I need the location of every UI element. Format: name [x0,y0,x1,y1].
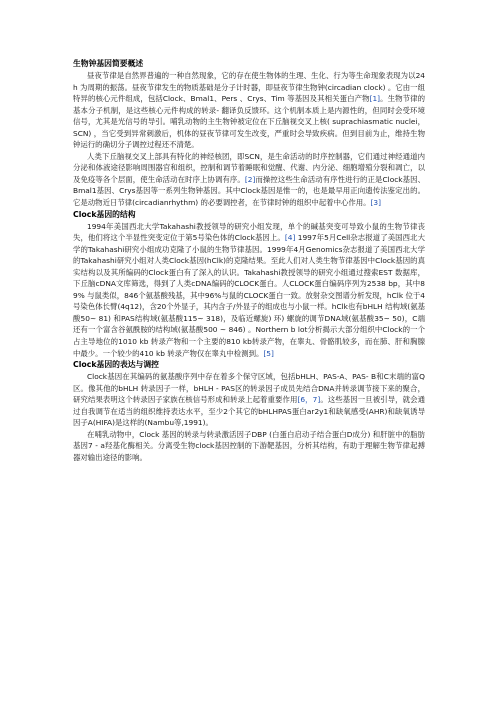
paragraph-scn: 人类下丘脑视交叉上部具有特化的神经核团，即SCN，是生命活动的时序控制器，它们通过神经通道内分泌和体液途径影响周围器官和组织，控制和调节着睡眠和觉醒、代谢、内分泌、细胞增殖分裂和凋亡，以及免疫等各个层面，使生命活动在时序上协调有序。[2]而操控这些生命活动有序性进行的正是Clock基因、Bmal1基因、Crys基因等一系列生物钟基因。其中Clock基因是惟一的，也是最早用正向遗传法鉴定出的。它是动物近日节律(circadianrhythm) 的必要调控者，在节律时钟的组织中起着中心作用。[3] [73,151,425,208]
heading-clock-structure: Clock基因的结构 [73,209,136,219]
paragraph-circadian-rhythm: 昼夜节律是自然界普遍的一种自然现象，它的存在使生物体的生理、生化、行为等生命现象表现为以24 h 为周期的振荡。昼夜节律发生的物质基础是分子计时器，即昼夜节律生物钟(circadian clock) 。它由一组特异的核心元件组成，包括Clock、Bmal1、Pers 、Crys、Tim 等基因及其相关蛋白产物[1]。生物节律的基本分子机制，是这些核心元件构成的转录- 翻译负反馈环。这个机制本质上是内源性的，但同时会受环境信号，尤其是光信号的导引。哺乳动物的主生物钟被定位在下丘脑视交叉上核( suprachiasmatic nuclei，SCN) ，当它受到异常刺激后，机体的昼夜节律可发生改变，严重时会导致疾病。但到目前为止，维持生物钟运行的确切分子调控过程还不清楚。 [73,71,425,150]
paragraph-clock-targets: 在哺乳动物中，Clock 基因的转录与转录激活因子DBP (白蛋白启动子结合蛋白D成分) 和肝脏中的脂肪基因7 - a羟基化酶相关。分离受生物clock基因控制的下游靶基因，分析其结构，有助于理解生物节律起搏器对输出途径的影响。 [73,429,425,462]
citation-link[interactable]: [2] [244,174,256,184]
paragraph-clock-structure: 1994年美国西北大学Takahashi教授领导的研究小组发现，单个的碱基突变可导致小鼠的生物节律丧失，他们将这个半显性突变定位于第5号染色体的Clock基因上。[4] 1997年5月Cell杂志报道了美国西北大学的Takahashi研究小组成功克隆了小鼠的生物节律基因。1999年4月Genomics杂志报道了美国西北大学的Takahashi研究小组对人类Clock基因(hClk)的克隆结果。至此人们对人类生物节律基因中Clock基因的真实结构以及其所编码的Clock蛋白有了深入的认识。Takahashi教授领导的研究小组通过搜索EST 数据库，下丘脑cDNA文库筛选，得到了人类cDNA编码的CLOCK蛋白。人CLOCK蛋白编码序列为2538 bp，其中89% 与鼠类似，846个氨基酸残基，其中96%与鼠的CLOCK蛋白一致。放射杂交图谱分析发现，hClk 位于4 号染色体长臂(4q12)，含20个外显子，其内含子/外显子的组成也与小鼠一样。hClk也有bHLH 结构域(氨基酸50~ 81) 和PAS结构域(氨基酸115~ 318)，及临近螺旋) 环) 螺旋的调节DNA域(氨基酸35~ 50)，C端还有一个富含谷氨酰胺的结构域(氨基酸500 ~ 846) 。Northern b lot分析揭示大部分组织中Clock的一个占主导地位的1010 kb 转录产物和一个主要的810 kb转录产物，在睾丸、骨骼肌较多，而在肺、肝和胸腺中最少。一个较少的410 kb 转录产物仅在睾丸中检测到。[5] [73,221,426,358]
citation-link[interactable]: [4] [284,233,296,243]
heading-gene-overview: 生物钟基因简要概述 [73,59,144,68]
citation-link[interactable]: [1] [369,94,381,104]
heading-clock-expression: Clock基因的表达与调控 [73,360,159,370]
paragraph-clock-expression: Clock基因在其编码的氨基酸序列中存在着多个保守区域，包括bHLH、PAS-A、PAS- B和C末端的富Q 区。像其他的bHLH 转录因子一样，bHLH - PAS区的转录因子成员先结合DNA并转录调节接下来的聚合，研究结果表明这个转录因子家族在核信号形成和转录上起着重要作用[6，7]。这些基因一旦被引导，就会通过自我调节在适当的组织维持表达水平，至少2个其它的bHLHPAS蛋白ar2y1和缺氧感受(AHR)和缺氧诱导因子A(HIFA)是这样的(Nambu等,1991)。 [73,372,425,428]
document-page [73,58,425,464]
citation-link[interactable]: [6，7] [297,395,321,405]
citation-link[interactable]: [5] [263,348,274,358]
citation-link[interactable]: [3] [370,198,382,208]
